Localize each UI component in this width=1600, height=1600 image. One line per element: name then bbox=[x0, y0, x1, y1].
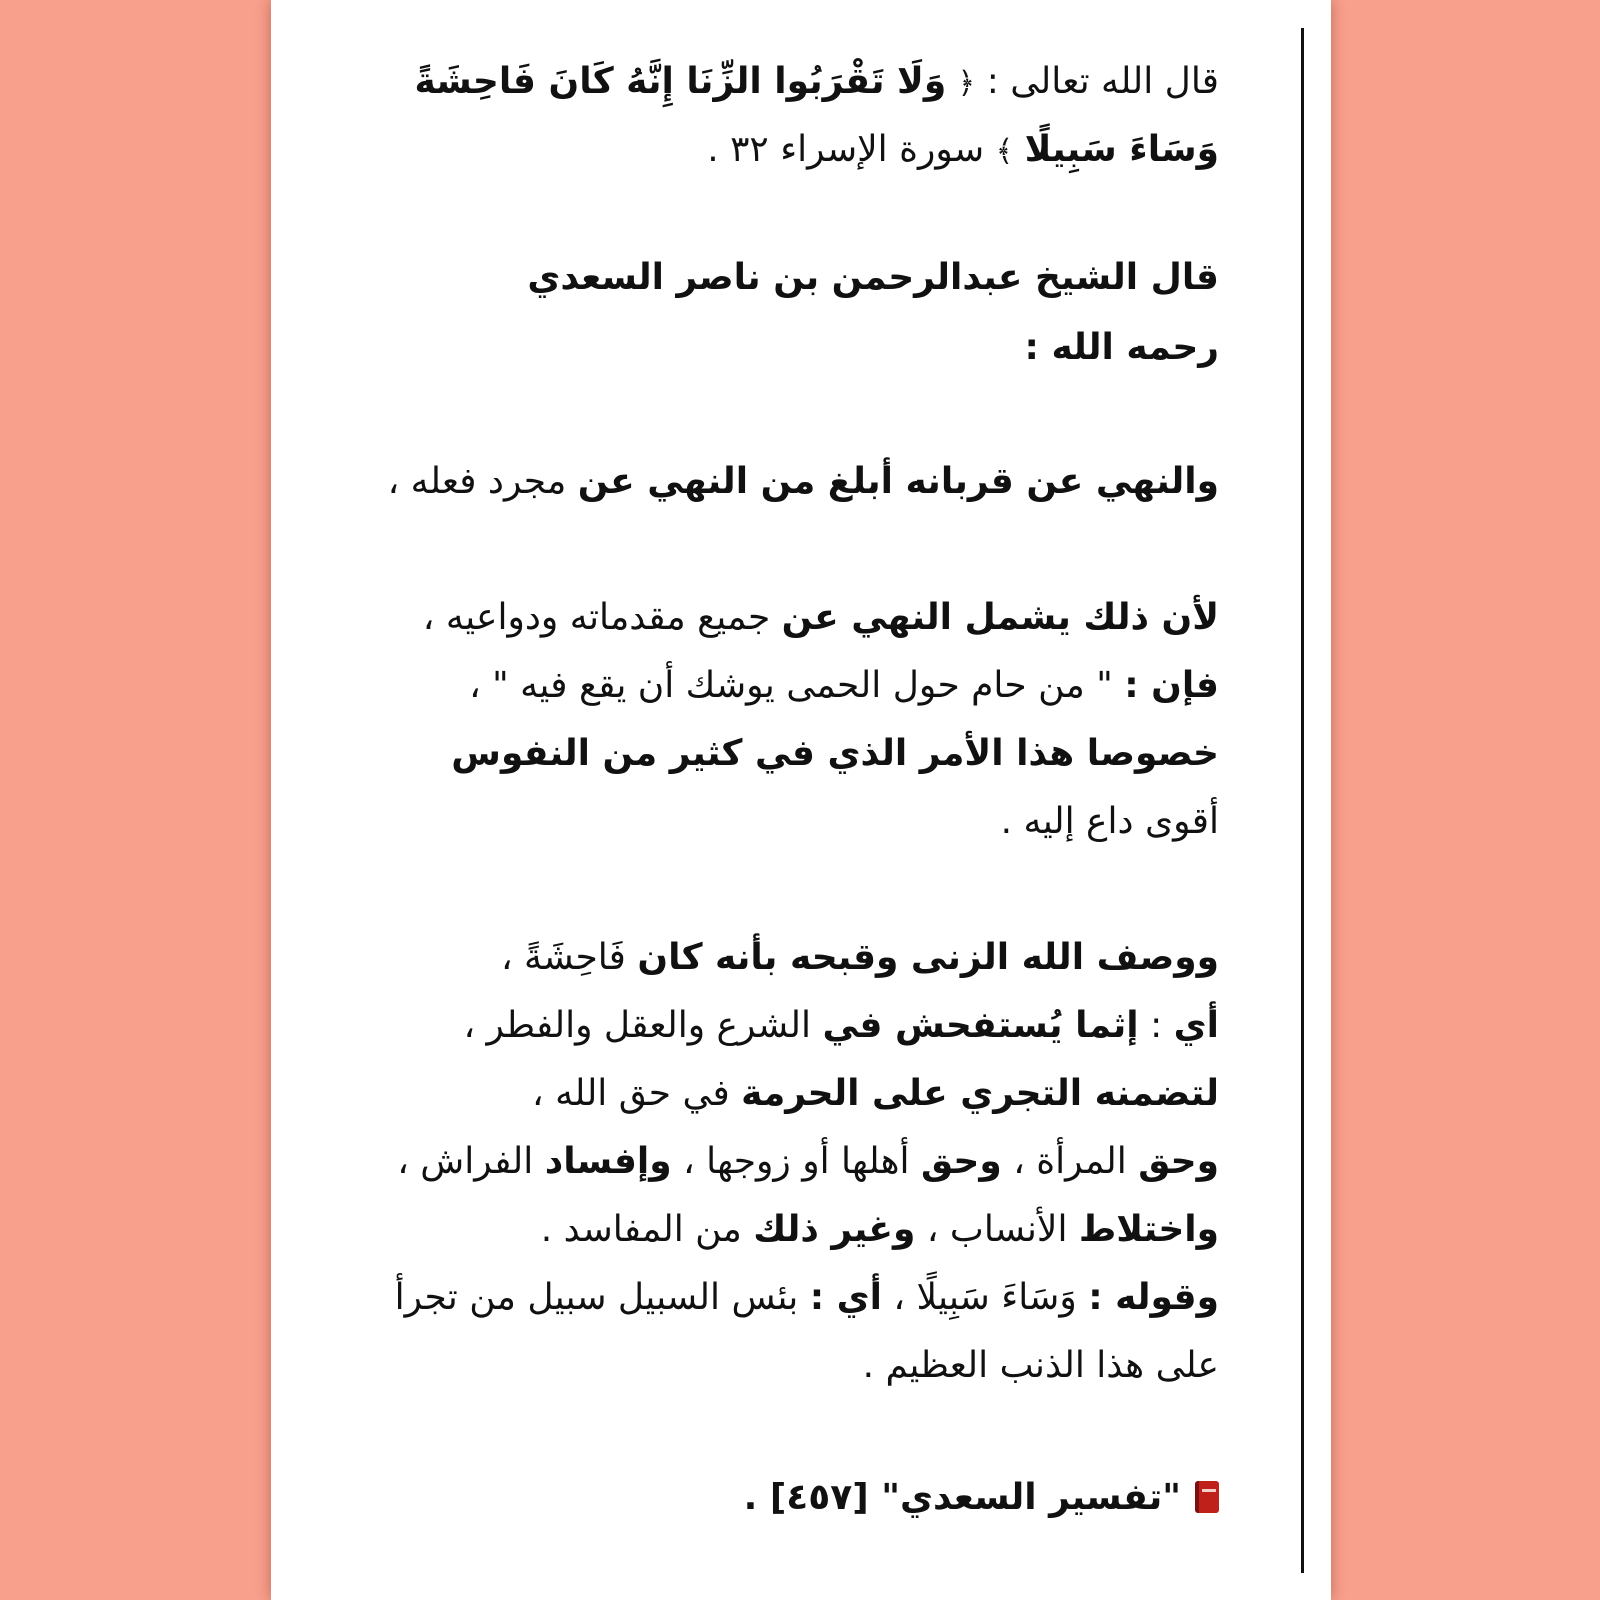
tafsir-p11-normal-2: بئس السبيل سبيل من تجرأ bbox=[394, 1277, 799, 1318]
tafsir-p1-bold: والنهي عن قربانه أبلغ من النهي عن bbox=[577, 461, 1219, 502]
document-content bbox=[339, 0, 1219, 1600]
tafsir-line-3 bbox=[469, 664, 1219, 708]
tafsir-p10-bold-2: وغير ذلك bbox=[753, 1209, 916, 1250]
tafsir-p6-bold: ووصف الله الزنى وقبحه بأنه كان bbox=[637, 937, 1219, 978]
tafsir-p10-bold-1: واختلاط bbox=[1078, 1209, 1219, 1250]
tafsir-p9-normal-2: أهلها أو زوجها ، bbox=[683, 1141, 910, 1182]
tafsir-line-2 bbox=[423, 596, 1219, 640]
verse-close-bracket: ﴾ bbox=[995, 134, 1014, 169]
tafsir-line-8 bbox=[532, 1072, 1219, 1116]
tafsir-p11-normal-1: وَسَاءَ سَبِيلًا ، bbox=[893, 1277, 1077, 1318]
tafsir-p7-bold-2: إثما يُستفحش في bbox=[822, 1005, 1139, 1046]
tafsir-line-1 bbox=[388, 460, 1219, 504]
verse-line-2 bbox=[707, 128, 1219, 174]
tafsir-line-10 bbox=[541, 1208, 1219, 1252]
tafsir-p2-normal: جميع مقدماته ودواعيه ، bbox=[422, 597, 771, 638]
margin-rule bbox=[1301, 28, 1304, 1573]
tafsir-p8-bold: لتضمنه التجري على الحرمة bbox=[741, 1073, 1219, 1114]
tafsir-p11-bold-2: أي : bbox=[809, 1277, 882, 1318]
verse-text-2: وَسَاءَ سَبِيلًا bbox=[1024, 129, 1219, 170]
tafsir-p9-normal-1: المرأة ، bbox=[1013, 1141, 1127, 1182]
tafsir-p1-normal: مجرد فعله ، bbox=[387, 461, 567, 502]
tafsir-p6-normal: فَاحِشَةً ، bbox=[500, 937, 626, 978]
tafsir-p8-normal: في حق الله ، bbox=[532, 1073, 730, 1114]
tafsir-line-5: أقوى داع إليه . bbox=[1000, 801, 1219, 842]
tafsir-p9-normal-3: الفراش ، bbox=[397, 1141, 534, 1182]
author-line-1: قال الشيخ عبدالرحمن بن ناصر السعدي bbox=[527, 257, 1219, 298]
verse-text-1: وَلَا تَقْرَبُوا الزِّنَا إِنَّهُ كَانَ فَاحِشَةً bbox=[414, 61, 947, 102]
tafsir-p11-bold-1: وقوله : bbox=[1088, 1277, 1219, 1318]
tafsir-line-9 bbox=[397, 1140, 1219, 1184]
tafsir-line-7 bbox=[463, 1004, 1219, 1048]
author-line-2: رحمه الله : bbox=[1024, 327, 1219, 368]
document-page bbox=[271, 0, 1331, 1600]
verse-intro: قال الله تعالى : bbox=[986, 61, 1219, 102]
verse-line-1 bbox=[414, 60, 1219, 106]
tafsir-line-6 bbox=[501, 936, 1219, 980]
tafsir-line-4: خصوصا هذا الأمر الذي في كثير من النفوس bbox=[451, 733, 1219, 774]
verse-reference: سورة الإسراء ٣٢ . bbox=[707, 129, 985, 170]
closed-book-icon bbox=[1195, 1481, 1219, 1513]
tafsir-p2-bold: لأن ذلك يشمل النهي عن bbox=[781, 597, 1219, 638]
tafsir-p7-normal-2: الشرع والعقل والفطر ، bbox=[463, 1005, 811, 1046]
tafsir-p9-bold-1: وحق bbox=[1138, 1141, 1219, 1182]
source-text: "تفسير السعدي" [٤٥٧] . bbox=[743, 1477, 1181, 1518]
tafsir-p7-normal-1: : bbox=[1150, 1005, 1163, 1046]
verse-open-bracket: ﴿ bbox=[957, 66, 976, 101]
tafsir-p10-normal-2: من المفاسد . bbox=[540, 1209, 742, 1250]
source-line bbox=[744, 1476, 1219, 1520]
tafsir-p10-normal-1: الأنساب ، bbox=[926, 1209, 1068, 1250]
tafsir-p9-bold-2: وحق bbox=[920, 1141, 1002, 1182]
tafsir-p9-bold-3: وإفساد bbox=[544, 1141, 672, 1182]
tafsir-line-12: على هذا الذنب العظيم . bbox=[862, 1345, 1219, 1386]
tafsir-p3-bold: فإن : bbox=[1124, 665, 1219, 706]
tafsir-p3-normal: " من حام حول الحمى يوشك أن يقع فيه " ، bbox=[469, 665, 1113, 706]
tafsir-p7-bold-1: أي bbox=[1173, 1005, 1219, 1046]
tafsir-line-11 bbox=[395, 1276, 1219, 1320]
